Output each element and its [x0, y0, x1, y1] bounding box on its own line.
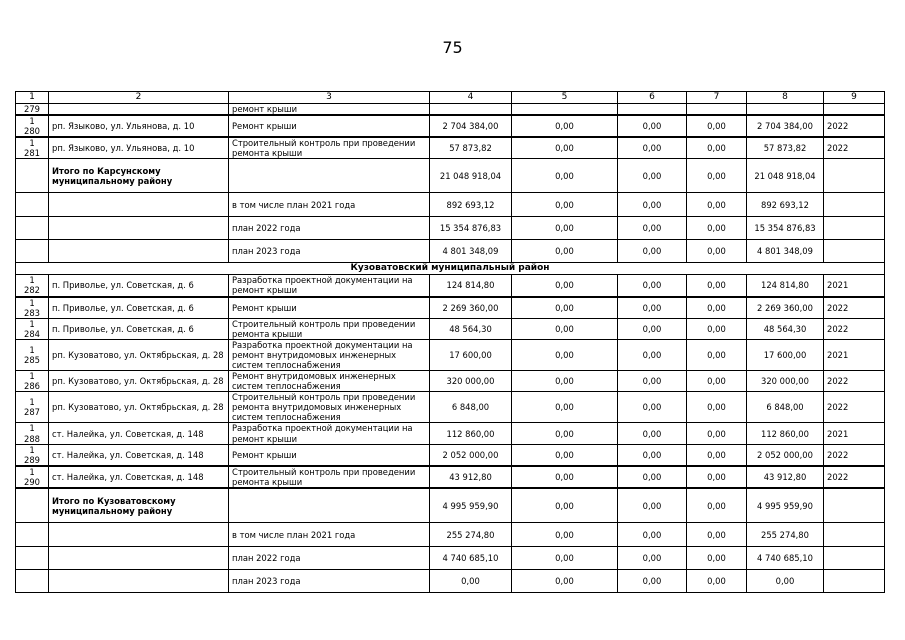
year-cell: 2022 [824, 371, 885, 392]
column-header: 1 [16, 92, 49, 104]
local-budget-cell: 0,00 [687, 570, 747, 593]
year-cell: 2022 [824, 466, 885, 488]
table-row [16, 318, 885, 339]
local-budget-cell: 0,00 [687, 466, 747, 488]
work-type-cell: Разработка проектной документации на ремонт крыши [229, 275, 430, 297]
work-type-cell: Ремонт крыши [229, 444, 430, 466]
row-number: 1 285 [16, 339, 49, 370]
owners-funds-cell: 0,00 [747, 570, 824, 593]
fund-cell: 0,00 [512, 193, 618, 217]
region-budget-cell: 0,00 [618, 570, 687, 593]
year-cell: 2022 [824, 297, 885, 319]
address-cell [49, 523, 229, 547]
owners-funds-cell: 112 860,00 [747, 423, 824, 444]
row-number [16, 217, 49, 240]
address-cell: п. Приволье, ул. Советская, д. 6 [49, 318, 229, 339]
fund-cell: 0,00 [512, 137, 618, 159]
work-type-cell: план 2022 года [229, 217, 430, 240]
region-budget-cell: 0,00 [618, 523, 687, 547]
local-budget-cell: 0,00 [687, 240, 747, 263]
total-cost-cell: 15 354 876,83 [430, 217, 512, 240]
fund-cell: 0,00 [512, 297, 618, 319]
fund-cell: 0,00 [512, 488, 618, 523]
row-number: 1 286 [16, 371, 49, 392]
work-type-cell: Разработка проектной документации на ремонт внутридомовых инженерных систем теплоснабжения [229, 339, 430, 370]
region-budget-cell: 0,00 [618, 318, 687, 339]
table-row [16, 444, 885, 466]
local-budget-cell: 0,00 [687, 371, 747, 392]
total-cost-cell: 124 814,80 [430, 275, 512, 297]
work-type-cell: Строительный контроль при проведении ремонта внутридомовых инженерных систем теплоснабжения [229, 392, 430, 423]
address-cell [49, 570, 229, 593]
owners-funds-cell: 892 693,12 [747, 193, 824, 217]
total-row [16, 488, 885, 523]
region-budget-cell: 0,00 [618, 339, 687, 370]
region-budget-cell: 0,00 [618, 159, 687, 193]
region-budget-cell: 0,00 [618, 115, 687, 137]
owners-funds-cell: 43 912,80 [747, 466, 824, 488]
column-header: 8 [747, 92, 824, 104]
year-cell: 2022 [824, 392, 885, 423]
year-cell: 2022 [824, 115, 885, 137]
address-cell [49, 193, 229, 217]
year-cell [824, 159, 885, 193]
fund-cell: 0,00 [512, 115, 618, 137]
fund-cell: 0,00 [512, 570, 618, 593]
work-type-cell: ремонт крыши [229, 104, 430, 116]
year-cell [824, 193, 885, 217]
work-type-cell: Разработка проектной документации на ремонт крыши [229, 423, 430, 444]
row-number: 1 280 [16, 115, 49, 137]
fund-cell: 0,00 [512, 423, 618, 444]
owners-funds-cell: 2 704 384,00 [747, 115, 824, 137]
work-type-cell: в том числе план 2021 года [229, 523, 430, 547]
plan-row [16, 217, 885, 240]
row-number: 1 284 [16, 318, 49, 339]
fund-cell [512, 104, 618, 116]
work-type-cell: Строительный контроль при проведении ремонта крыши [229, 318, 430, 339]
local-budget-cell: 0,00 [687, 217, 747, 240]
total-cost-cell: 320 000,00 [430, 371, 512, 392]
region-budget-cell: 0,00 [618, 297, 687, 319]
local-budget-cell: 0,00 [687, 275, 747, 297]
fund-cell: 0,00 [512, 523, 618, 547]
work-type-cell: план 2023 года [229, 570, 430, 593]
address-cell: рп. Кузоватово, ул. Октябрьская, д. 28 [49, 339, 229, 370]
column-header: 2 [49, 92, 229, 104]
address-cell: Итого по Карсунскому муниципальному району [49, 159, 229, 193]
work-type-cell: Ремонт крыши [229, 115, 430, 137]
region-budget-cell: 0,00 [618, 466, 687, 488]
fund-cell: 0,00 [512, 339, 618, 370]
plan-row [16, 193, 885, 217]
total-cost-cell: 255 274,80 [430, 523, 512, 547]
column-header-row [16, 92, 885, 104]
column-header: 5 [512, 92, 618, 104]
row-number [16, 547, 49, 570]
row-number [16, 193, 49, 217]
region-budget-cell [618, 104, 687, 116]
total-cost-cell: 4 995 959,90 [430, 488, 512, 523]
total-cost-cell: 4 801 348,09 [430, 240, 512, 263]
total-cost-cell: 43 912,80 [430, 466, 512, 488]
row-number: 1 282 [16, 275, 49, 297]
local-budget-cell: 0,00 [687, 159, 747, 193]
region-budget-cell: 0,00 [618, 547, 687, 570]
row-number [16, 488, 49, 523]
row-number: 1 290 [16, 466, 49, 488]
row-number [16, 240, 49, 263]
plan-row [16, 570, 885, 593]
year-cell [824, 570, 885, 593]
table-row [16, 275, 885, 297]
fund-cell: 0,00 [512, 318, 618, 339]
address-cell: рп. Языково, ул. Ульянова, д. 10 [49, 137, 229, 159]
fund-cell: 0,00 [512, 159, 618, 193]
year-cell: 2021 [824, 275, 885, 297]
region-budget-cell: 0,00 [618, 371, 687, 392]
year-cell: 2021 [824, 339, 885, 370]
work-type-cell: Ремонт крыши [229, 297, 430, 319]
region-budget-cell: 0,00 [618, 137, 687, 159]
total-cost-cell: 57 873,82 [430, 137, 512, 159]
row-number: 1 289 [16, 444, 49, 466]
fund-cell: 0,00 [512, 547, 618, 570]
total-cost-cell: 2 052 000,00 [430, 444, 512, 466]
row-number [16, 570, 49, 593]
address-cell: Итого по Кузоватовскому муниципальному району [49, 488, 229, 523]
owners-funds-cell: 2 269 360,00 [747, 297, 824, 319]
owners-funds-cell: 255 274,80 [747, 523, 824, 547]
address-cell [49, 217, 229, 240]
local-budget-cell: 0,00 [687, 547, 747, 570]
owners-funds-cell: 21 048 918,04 [747, 159, 824, 193]
column-header: 6 [618, 92, 687, 104]
owners-funds-cell: 2 052 000,00 [747, 444, 824, 466]
row-number: 1 281 [16, 137, 49, 159]
fund-cell: 0,00 [512, 240, 618, 263]
table-row [16, 371, 885, 392]
total-cost-cell: 21 048 918,04 [430, 159, 512, 193]
address-cell: рп. Языково, ул. Ульянова, д. 10 [49, 115, 229, 137]
year-cell: 2022 [824, 444, 885, 466]
local-budget-cell: 0,00 [687, 318, 747, 339]
work-type-cell: в том числе план 2021 года [229, 193, 430, 217]
region-budget-cell: 0,00 [618, 193, 687, 217]
owners-funds-cell: 15 354 876,83 [747, 217, 824, 240]
total-cost-cell: 6 848,00 [430, 392, 512, 423]
local-budget-cell: 0,00 [687, 339, 747, 370]
region-budget-cell: 0,00 [618, 423, 687, 444]
fund-cell: 0,00 [512, 466, 618, 488]
table-row [16, 339, 885, 370]
owners-funds-cell: 4 801 348,09 [747, 240, 824, 263]
address-cell [49, 547, 229, 570]
work-type-cell: Строительный контроль при проведении ремонта крыши [229, 137, 430, 159]
total-cost-cell: 4 740 685,10 [430, 547, 512, 570]
year-cell: 2021 [824, 423, 885, 444]
total-cost-cell: 2 704 384,00 [430, 115, 512, 137]
column-header: 4 [430, 92, 512, 104]
address-cell: ст. Налейка, ул. Советская, д. 148 [49, 466, 229, 488]
column-header: 3 [229, 92, 430, 104]
address-cell: ст. Налейка, ул. Советская, д. 148 [49, 444, 229, 466]
local-budget-cell: 0,00 [687, 444, 747, 466]
region-budget-cell: 0,00 [618, 444, 687, 466]
work-type-cell [229, 488, 430, 523]
total-row [16, 159, 885, 193]
table-row [16, 137, 885, 159]
year-cell [824, 240, 885, 263]
table-row [16, 115, 885, 137]
year-cell [824, 547, 885, 570]
owners-funds-cell: 4 740 685,10 [747, 547, 824, 570]
address-cell: рп. Кузоватово, ул. Октябрьская, д. 28 [49, 371, 229, 392]
owners-funds-cell: 4 995 959,90 [747, 488, 824, 523]
year-cell [824, 217, 885, 240]
local-budget-cell: 0,00 [687, 523, 747, 547]
region-budget-cell: 0,00 [618, 275, 687, 297]
owners-funds-cell: 48 564,30 [747, 318, 824, 339]
work-type-cell: план 2022 года [229, 547, 430, 570]
year-cell: 2022 [824, 137, 885, 159]
plan-row [16, 240, 885, 263]
table-row [16, 466, 885, 488]
work-type-cell: Ремонт внутридомовых инженерных систем теплоснабжения [229, 371, 430, 392]
fund-cell: 0,00 [512, 444, 618, 466]
total-cost-cell: 892 693,12 [430, 193, 512, 217]
local-budget-cell: 0,00 [687, 137, 747, 159]
address-cell [49, 104, 229, 116]
total-cost-cell [430, 104, 512, 116]
year-cell [824, 104, 885, 116]
region-budget-cell: 0,00 [618, 240, 687, 263]
address-cell: п. Приволье, ул. Советская, д. 6 [49, 275, 229, 297]
section-row [16, 263, 885, 275]
address-cell: рп. Кузоватово, ул. Октябрьская, д. 28 [49, 392, 229, 423]
total-cost-cell: 2 269 360,00 [430, 297, 512, 319]
local-budget-cell: 0,00 [687, 193, 747, 217]
local-budget-cell: 0,00 [687, 392, 747, 423]
local-budget-cell: 0,00 [687, 488, 747, 523]
address-cell: п. Приволье, ул. Советская, д. 6 [49, 297, 229, 319]
local-budget-cell: 0,00 [687, 115, 747, 137]
total-cost-cell: 48 564,30 [430, 318, 512, 339]
section-title: Кузоватовский муниципальный район [16, 263, 885, 275]
local-budget-cell: 0,00 [687, 297, 747, 319]
column-header: 9 [824, 92, 885, 104]
row-number: 279 [16, 104, 49, 116]
total-cost-cell: 0,00 [430, 570, 512, 593]
column-header: 7 [687, 92, 747, 104]
total-cost-cell: 112 860,00 [430, 423, 512, 444]
row-number: 1 287 [16, 392, 49, 423]
owners-funds-cell: 17 600,00 [747, 339, 824, 370]
plan-row [16, 523, 885, 547]
row-number: 1 288 [16, 423, 49, 444]
fund-cell: 0,00 [512, 275, 618, 297]
capital-repair-table [15, 91, 885, 593]
fund-cell: 0,00 [512, 217, 618, 240]
row-number [16, 159, 49, 193]
fund-cell: 0,00 [512, 392, 618, 423]
address-cell [49, 240, 229, 263]
region-budget-cell: 0,00 [618, 217, 687, 240]
row-number: 1 283 [16, 297, 49, 319]
year-cell [824, 523, 885, 547]
fund-cell: 0,00 [512, 371, 618, 392]
work-type-cell: Строительный контроль при проведении ремонта крыши [229, 466, 430, 488]
year-cell: 2022 [824, 318, 885, 339]
table-row [16, 297, 885, 319]
work-type-cell [229, 159, 430, 193]
table-row [16, 423, 885, 444]
owners-funds-cell [747, 104, 824, 116]
local-budget-cell: 0,00 [687, 423, 747, 444]
table-row [16, 392, 885, 423]
plan-row [16, 547, 885, 570]
year-cell [824, 488, 885, 523]
row-number [16, 523, 49, 547]
region-budget-cell: 0,00 [618, 392, 687, 423]
region-budget-cell: 0,00 [618, 488, 687, 523]
owners-funds-cell: 6 848,00 [747, 392, 824, 423]
address-cell: ст. Налейка, ул. Советская, д. 148 [49, 423, 229, 444]
total-cost-cell: 17 600,00 [430, 339, 512, 370]
local-budget-cell [687, 104, 747, 116]
page-number: 75 [442, 38, 463, 57]
owners-funds-cell: 124 814,80 [747, 275, 824, 297]
table-row [16, 104, 885, 116]
work-type-cell: план 2023 года [229, 240, 430, 263]
owners-funds-cell: 320 000,00 [747, 371, 824, 392]
owners-funds-cell: 57 873,82 [747, 137, 824, 159]
